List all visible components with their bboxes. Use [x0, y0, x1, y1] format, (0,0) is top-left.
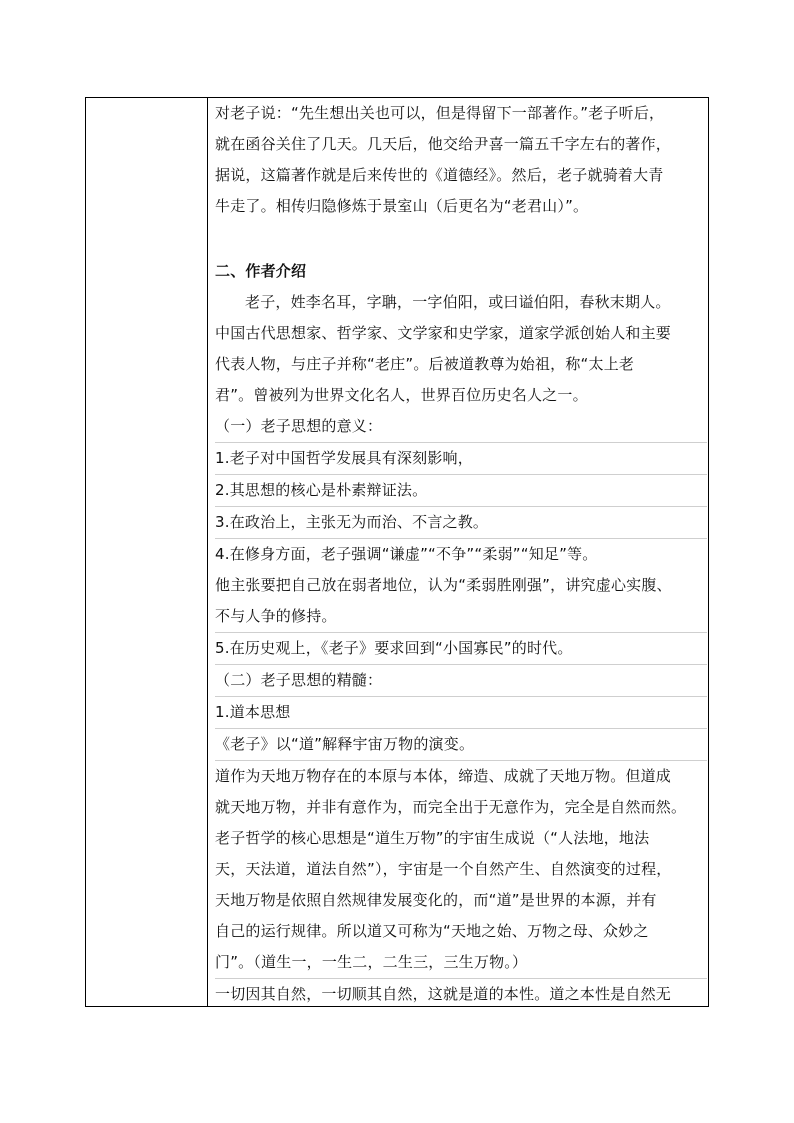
list-item: 2.其思想的核心是朴素辩证法。 — [215, 475, 707, 507]
text-line: 《老子》以“道”解释宇宙万物的演变。 — [215, 729, 707, 761]
list-item: 他主张要把自己放在弱者地位，认为“柔弱胜刚强”，讲究虚心实腹、 — [215, 576, 672, 594]
text-line: 老子，姓李名耳，字聃，一字伯阳，或曰谥伯阳，春秋末期人。 — [245, 293, 671, 311]
text-line: 牛走了。相传归隐修炼于景室山（后更名为“老君山）”。 — [215, 197, 589, 215]
list-item: 1.道本思想 — [215, 697, 707, 729]
section-heading: 二、作者介绍 — [215, 262, 307, 280]
text-line: 天地万物是依照自然规律发展变化的，而“道”是世界的本源，并有 — [215, 891, 657, 909]
intro-paragraph — [215, 98, 707, 222]
list-item: 5.在历史观上，《老子》要求回到“小国寡民”的时代。 — [215, 633, 707, 665]
text-line: 一切因其自然，一切顺其自然，这就是道的本性。道之本性是自然无 — [215, 985, 672, 1003]
subsection-title: （一）老子思想的意义： — [215, 411, 707, 443]
subsection-significance — [215, 411, 707, 665]
list-item: 3.在政治上，主张无为而治、不言之教。 — [215, 507, 707, 539]
text-line: 老子哲学的核心思想是“道生万物”的宇宙生成说（“人法地，地法 — [215, 829, 650, 847]
list-item: 不与人争的修持。 — [215, 601, 707, 633]
text-line: 代表人物，与庄子并称“老庄”。后被道教尊为始祖，称“太上老 — [215, 355, 635, 373]
text-line: 门”。（道生一，一生二，二生三，三生万物。） — [215, 947, 707, 979]
text-line: 天，天法道，道法自然”），宇宙是一个自然产生、自然演变的过程， — [215, 860, 672, 878]
subsection-title: （二）老子思想的精髓： — [215, 665, 707, 697]
text-line: 据说，这篇著作就是后来传世的《道德经》。然后，老子就骑着大青 — [215, 166, 664, 184]
list-item: 1.老子对中国哲学发展具有深刻影响， — [215, 443, 707, 475]
left-cell — [86, 98, 207, 1006]
column-divider — [207, 98, 208, 1006]
content-cell — [215, 98, 707, 1006]
text-line: 就在函谷关住了几天。几天后，他交给尹喜一篇五千字左右的著作， — [215, 135, 672, 153]
blank-line — [215, 222, 707, 256]
text-line: 自己的运行规律。所以道又可称为“天地之始、万物之母、众妙之 — [215, 922, 649, 940]
document-table — [85, 97, 709, 1007]
text-line: 君”。曾被列为世界文化名人，世界百位历史名人之一。 — [215, 386, 588, 404]
text-line: 中国古代思想家、哲学家、文学家和史学家，道家学派创始人和主要 — [215, 324, 672, 342]
author-bio — [215, 287, 707, 411]
text-line: 道作为天地万物存在的本原与本体，缔造、成就了天地万物。但道成 — [215, 767, 672, 785]
text-line: 就天地万物，并非有意作为，而完全出于无意作为，完全是自然而然。 — [215, 798, 687, 816]
subsection-essence — [215, 665, 707, 1010]
text-line: 对老子说：“先生想出关也可以，但是得留下一部著作。”老子听后， — [215, 104, 665, 122]
list-item: 4.在修身方面，老子强调“谦虚”“不争”“柔弱”“知足”等。 — [215, 545, 598, 563]
